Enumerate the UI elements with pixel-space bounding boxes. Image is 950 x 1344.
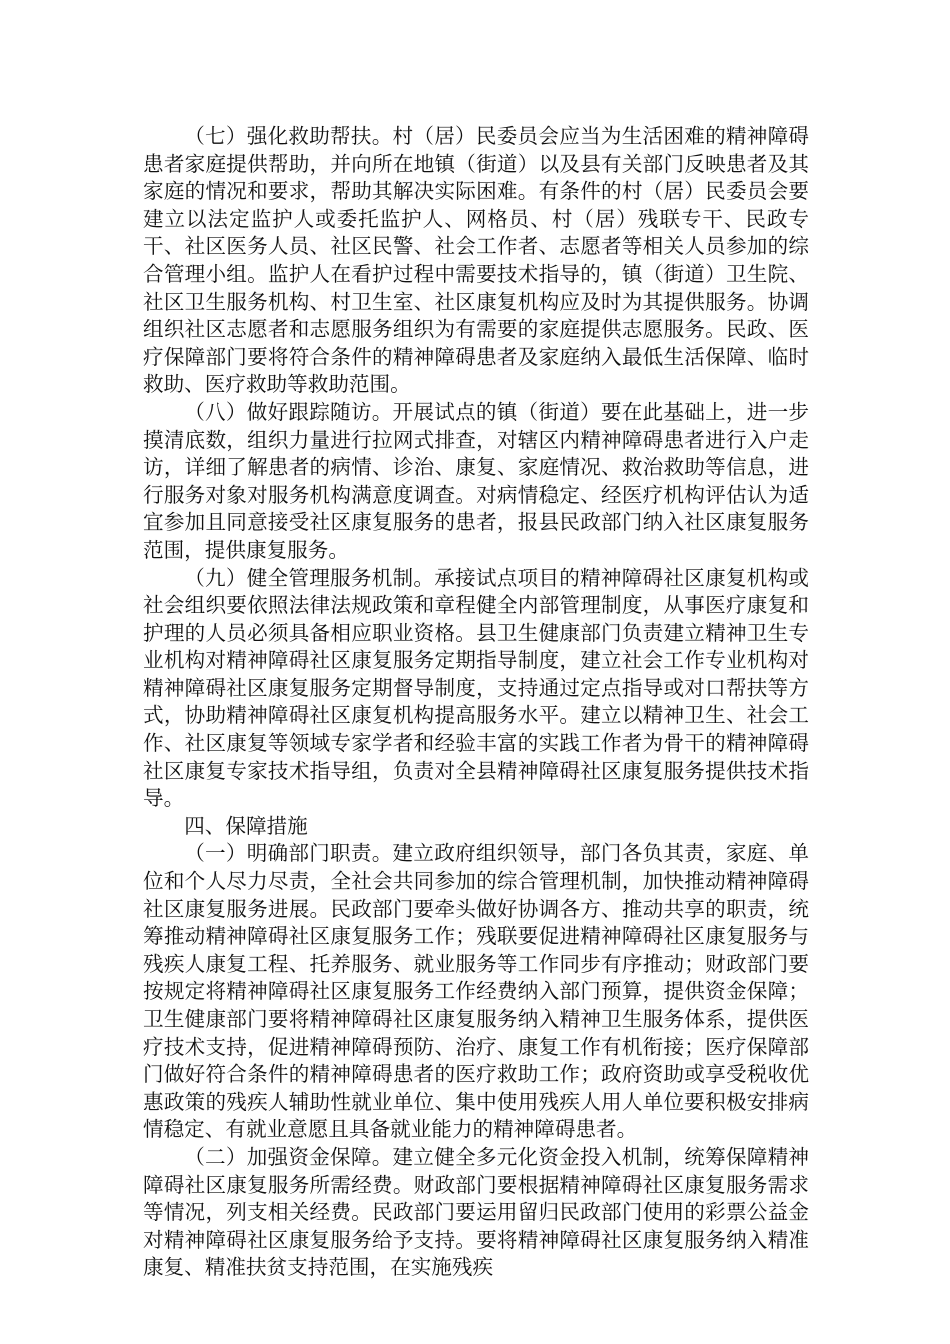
paragraph-7: （七）强化救助帮扶。村（居）民委员会应当为生活困难的精神障碍患者家庭提供帮助，并向所在地镇（街道）以及县有关部门反映患者及其家庭的情况和要求，帮助其解决实际困难。有条件的村（居）民委员会要建立以法定监护人或委托监护人、网格员、村（居）残联专干、民政专干、社区医务人员、社区民警、社会工作者、志愿者等相关人员参加的综合管理小组。监护人在看护过程中需要技术指导的，镇（街道）卫生院、社区卫生服务机构、村卫生室、社区康复机构应及时为其提供服务。协调组织社区志愿者和志愿服务组织为有需要的家庭提供志愿服务。民政、医疗保障部门要将符合条件的精神障碍患者及家庭纳入最低生活保障、临时救助、医疗救助等救助范围。 bbox=[143, 124, 809, 397]
document-body bbox=[143, 123, 809, 1282]
section-paragraph-1: （一）明确部门职责。建立政府组织领导，部门各负其责，家庭、单位和个人尽力尽责，全社会共同参加的综合管理机制，加快推动精神障碍社区康复服务进展。民政部门要牵头做好协调各方、推动共享的职责，统筹推动精神障碍社区康复服务工作；残联要促进精神障碍社区康复服务与残疾人康复工程、托养服务、就业服务等工作同步有序推动；财政部门要按规定将精神障碍社区康复服务工作经费纳入部门预算，提供资金保障；卫生健康部门要将精神障碍社区康复服务纳入精神卫生服务体系，提供医疗技术支持，促进精神障碍预防、治疗、康复工作有机衔接；医疗保障部门做好符合条件的精神障碍患者的医疗救助工作；政府资助或享受税收优惠政策的残疾人辅助性就业单位、集中使用残疾人用人单位要积极安排病情稳定、有就业意愿且具备就业能力的精神障碍患者。 bbox=[143, 841, 809, 1142]
paragraph-8: （八）做好跟踪随访。开展试点的镇（街道）要在此基础上，进一步摸清底数，组织力量进行拉网式排查，对辖区内精神障碍患者进行入户走访，详细了解患者的病情、诊治、康复、家庭情况、救治救助等信息，进行服务对象对服务机构满意度调查。对病情稳定、经医疗机构评估认为适宜参加且同意接受社区康复服务的患者，报县民政部门纳入社区康复服务范围，提供康复服务。 bbox=[143, 399, 809, 562]
section-paragraph-2: （二）加强资金保障。建立健全多元化资金投入机制，统筹保障精神障碍社区康复服务所需经费。财政部门要根据精神障碍社区康复服务需求等情况，列支相关经费。民政部门要运用留归民政部门使用的彩票公益金对精神障碍社区康复服务给予支持。要将精神障碍社区康复服务纳入精准康复、精准扶贫支持范围，在实施残疾 bbox=[143, 1144, 809, 1280]
paragraph-9: （九）健全管理服务机制。承接试点项目的精神障碍社区康复机构或社会组织要依照法律法规政策和章程健全内部管理制度，从事医疗康复和护理的人员必须具备相应职业资格。县卫生健康部门负责建立精神卫生专业机构对精神障碍社区康复服务定期指导制度，建立社会工作专业机构对精神障碍社区康复服务定期督导制度，支持通过定点指导或对口帮扶等方式，协助精神障碍社区康复机构提高服务水平。建立以精神卫生、社会工作、社区康复等领域专家学者和经验丰富的实践工作者为骨干的精神障碍社区康复专家技术指导组，负责对全县精神障碍社区康复服务提供技术指导。 bbox=[143, 565, 809, 811]
section-heading: 四、保障措施 bbox=[184, 813, 308, 838]
